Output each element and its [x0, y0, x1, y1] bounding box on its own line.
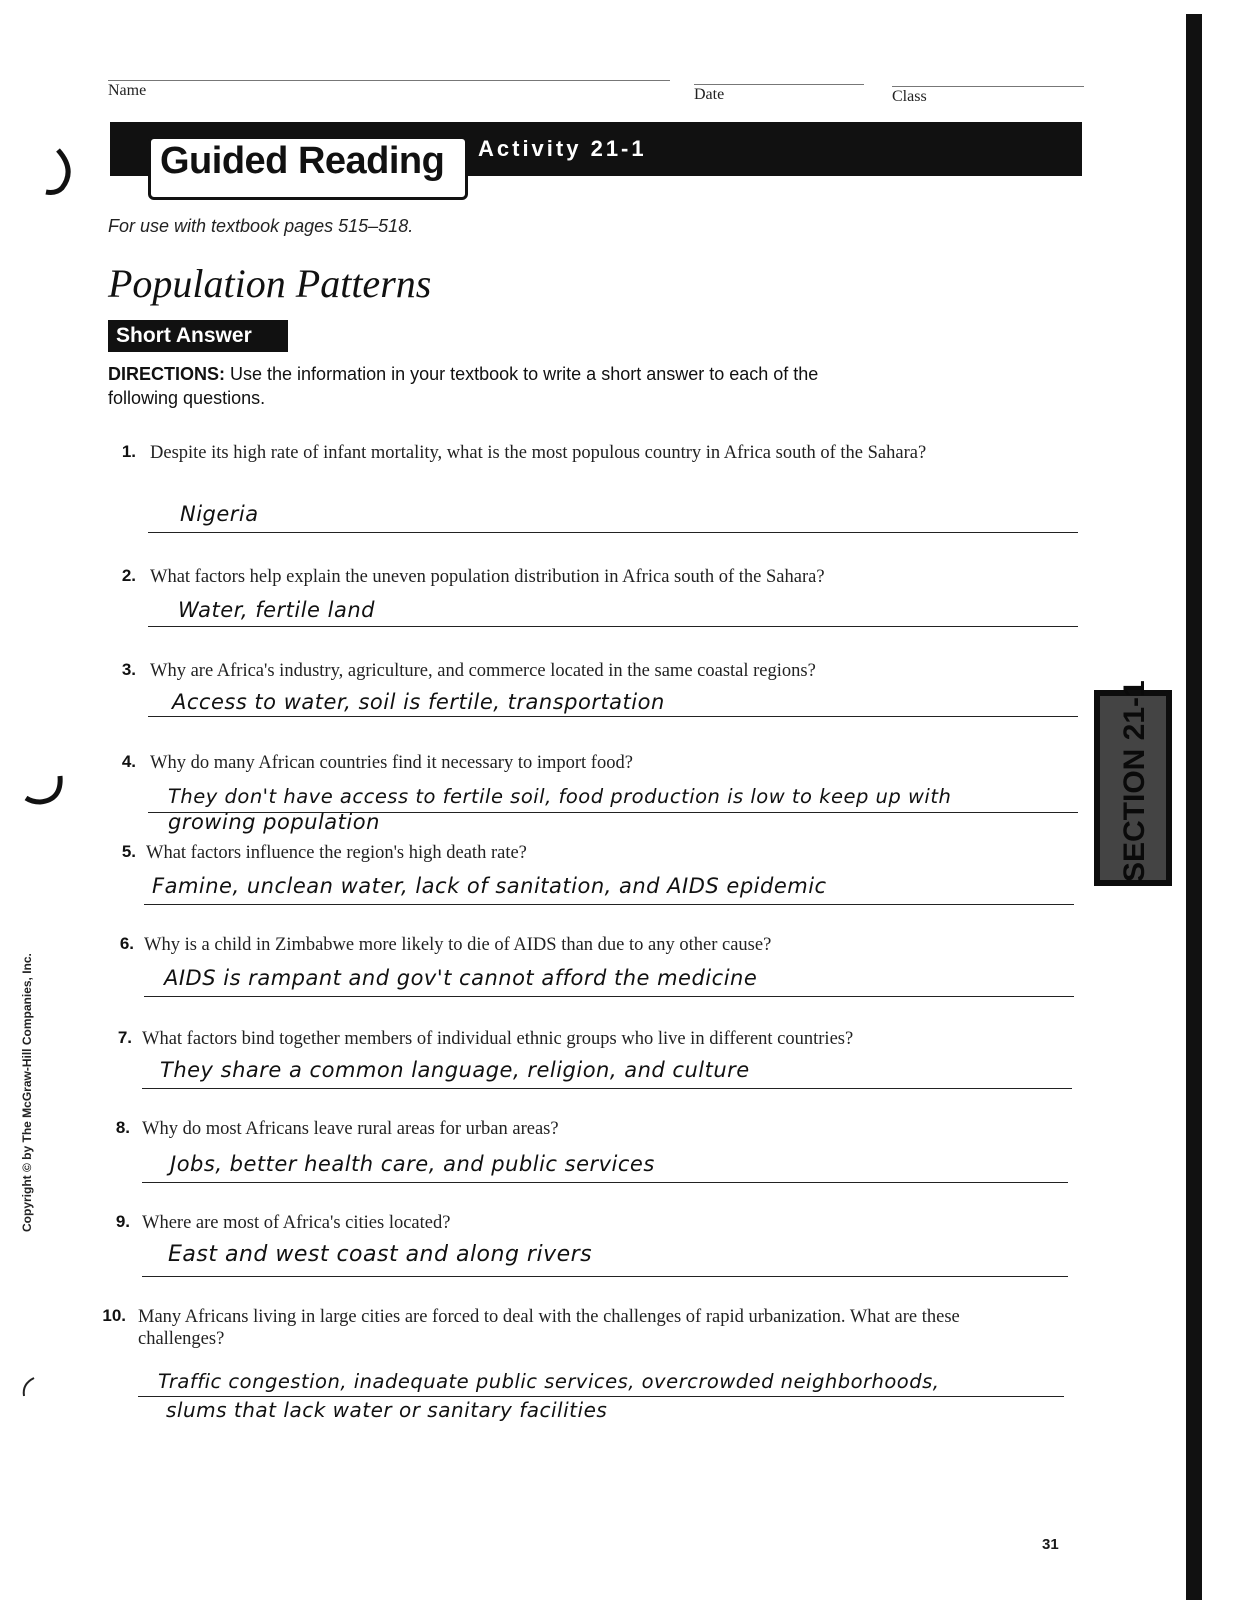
answer-text: Water, fertile land: [178, 598, 375, 622]
class-line[interactable]: [892, 86, 1084, 87]
answer-line[interactable]: [148, 716, 1078, 717]
answer-line[interactable]: [148, 626, 1078, 627]
question-text: Why do many African countries find it necessary to import food?: [150, 753, 633, 773]
directions-text: Use the information in your textbook to write a short answer to each of the following questions.: [108, 364, 819, 408]
question-number: 3.: [121, 660, 136, 679]
directions: [108, 362, 868, 410]
question-number: 8.: [115, 1118, 130, 1137]
question-text: What factors bind together members of individual ethnic groups who live in different countries?: [142, 1029, 854, 1049]
binder-mark: [28, 140, 78, 200]
binder-mark: [12, 1368, 52, 1428]
question-number: 4.: [121, 752, 136, 771]
answer-line[interactable]: [144, 904, 1074, 905]
answer-line[interactable]: [142, 1276, 1068, 1277]
section-tab-label: SECTION 21-1: [1118, 680, 1151, 882]
answer-line[interactable]: [142, 1088, 1072, 1089]
guided-reading-label: Guided Reading: [160, 140, 445, 182]
answer-text: They share a common language, religion, and culture: [160, 1058, 750, 1082]
answer-text-line2: slums that lack water or sanitary facilities: [166, 1398, 608, 1422]
question-number: 10.: [102, 1306, 126, 1325]
question-number: 2.: [121, 566, 136, 585]
short-answer-badge: Short Answer: [108, 320, 288, 352]
answer-line[interactable]: [138, 1396, 1064, 1397]
answer-text-line2: growing population: [168, 810, 380, 834]
answer-text: Access to water, soil is fertile, transportation: [172, 690, 665, 714]
page-number: 31: [1042, 1536, 1059, 1553]
activity-label: Activity 21-1: [478, 136, 647, 161]
date-label: Date: [694, 86, 725, 103]
page-edge-shadow: [1186, 14, 1202, 1600]
date-line[interactable]: [694, 84, 864, 85]
answer-text: Jobs, better health care, and public services: [170, 1152, 655, 1176]
question-text: Why are Africa's industry, agriculture, and commerce located in the same coastal regions?: [150, 661, 816, 681]
question-number: 7.: [117, 1028, 132, 1047]
answer-line[interactable]: [144, 996, 1074, 997]
question-text: Why is a child in Zimbabwe more likely to die of AIDS than due to any other cause?: [144, 935, 772, 955]
class-label: Class: [892, 88, 927, 105]
answer-line[interactable]: [148, 532, 1078, 533]
answer-text: Nigeria: [180, 502, 259, 526]
answer-text: They don't have access to fertile soil, food production is low to keep up with: [168, 785, 952, 808]
question-text: What factors influence the region's high death rate?: [146, 843, 527, 863]
question-number: 1.: [121, 442, 136, 461]
question-text: Despite its high rate of infant mortality, what is the most populous country in Africa south of the Sahara?: [150, 443, 927, 463]
question-text: What factors help explain the uneven population distribution in Africa south of the Sahara?: [150, 567, 825, 587]
textbook-pages-note: For use with textbook pages 515–518.: [108, 216, 414, 236]
question-text: Many Africans living in large cities are forced to deal with the challenges of rapid urbanization. What are these challenges?: [138, 1307, 960, 1349]
question-number: 9.: [115, 1212, 130, 1231]
answer-text: East and west coast and along rivers: [168, 1242, 593, 1267]
question-text: Where are most of Africa's cities located?: [142, 1213, 451, 1233]
binder-mark: [20, 768, 70, 818]
page-title: Population Patterns: [108, 261, 432, 306]
answer-text: Famine, unclean water, lack of sanitation, and AIDS epidemic: [152, 874, 827, 898]
question-text: Why do most Africans leave rural areas for urban areas?: [142, 1119, 559, 1139]
answer-line[interactable]: [142, 1182, 1068, 1183]
name-line[interactable]: [108, 80, 670, 81]
name-label: Name: [108, 82, 147, 99]
question-number: 6.: [119, 934, 134, 953]
answer-text: AIDS is rampant and gov't cannot afford the medicine: [164, 966, 758, 990]
directions-label: DIRECTIONS:: [108, 364, 225, 384]
copyright-notice: Copyright © by The McGraw-Hill Companies, Inc.: [20, 953, 34, 1232]
answer-text: Traffic congestion, inadequate public services, overcrowded neighborhoods,: [158, 1370, 940, 1393]
question-number: 5.: [121, 842, 136, 861]
